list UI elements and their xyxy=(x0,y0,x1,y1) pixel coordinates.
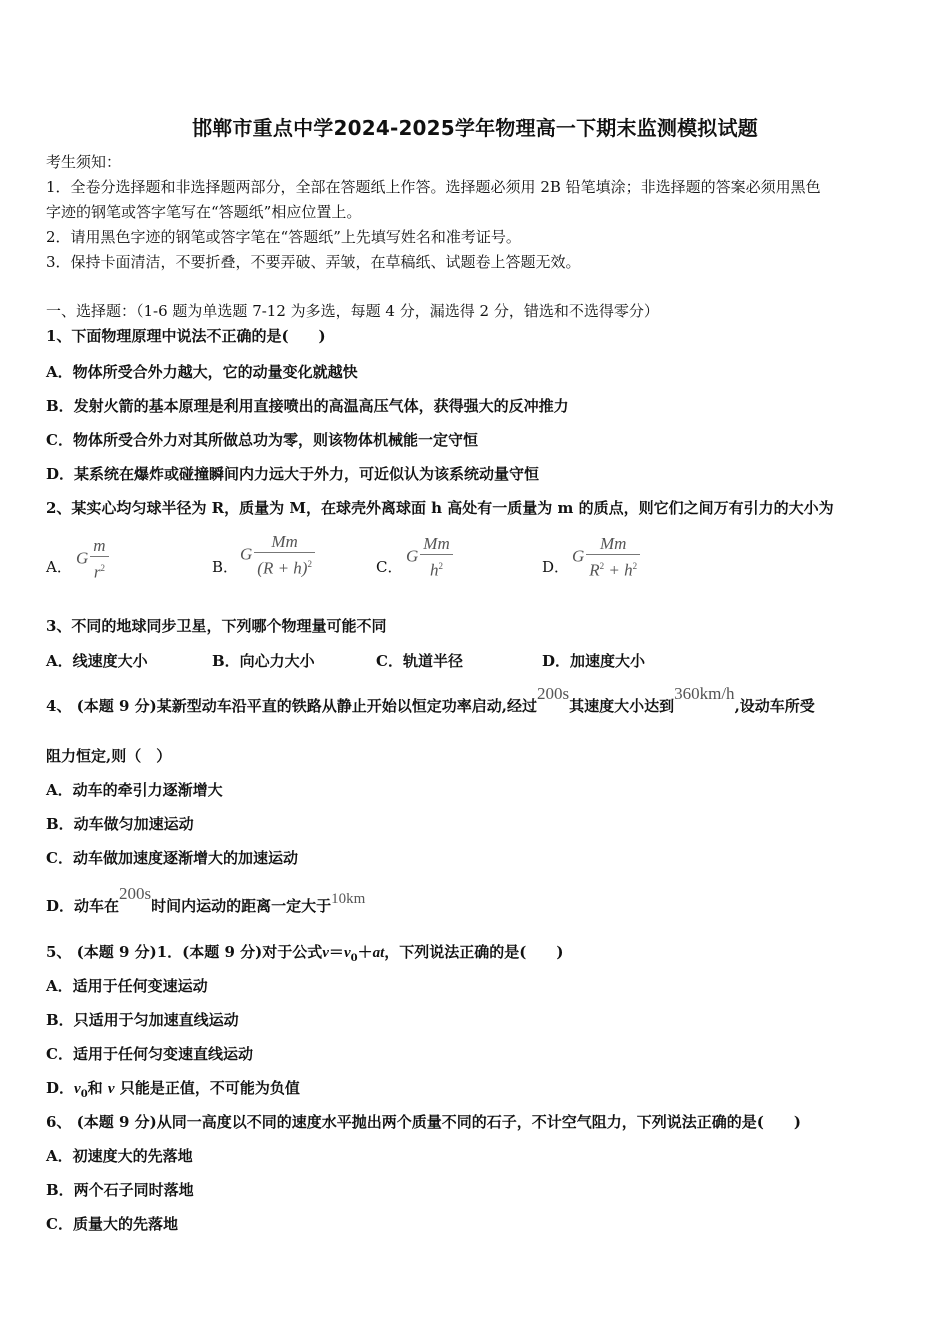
q4-option-d-b: 时间内运动的距离一定大于 xyxy=(151,897,332,915)
q2-formula-c xyxy=(406,534,453,582)
q1-option-b: B．发射火箭的基本原理是利用直接喷出的高温高压气体，获得强大的反冲推力 xyxy=(46,397,569,415)
q5-stem xyxy=(46,942,563,969)
q4-option-d-time: 200s xyxy=(119,884,152,903)
q2-d-g: G xyxy=(572,546,585,566)
q5-formula-v: v xyxy=(322,945,329,961)
q2-d-den-b: + h xyxy=(604,560,633,580)
q2-formula-a xyxy=(76,536,109,584)
q4-option-b: B．动车做匀加速运动 xyxy=(46,815,194,833)
q2-c-sq: 2 xyxy=(438,561,443,571)
q6-option-b: B．两个石子同时落地 xyxy=(46,1181,194,1199)
q5-option-a: A．适用于任何变速运动 xyxy=(46,977,208,995)
notice-item-3: 3．保持卡面清洁，不要折叠，不要弄破、弄皱，在草稿纸、试题卷上答题无效。 xyxy=(46,253,581,271)
q2-d-sq-2: 2 xyxy=(632,561,638,571)
q2-d-sq-1: 2 xyxy=(599,561,605,571)
q5-stem-a: 5、 (本题 9 分)1．(本题 9 分)对于公式 xyxy=(46,943,323,961)
q5-formula-v0: v xyxy=(343,945,351,961)
q2-options xyxy=(46,532,906,582)
q2-b-g: G xyxy=(240,544,253,564)
q6-option-a: A．初速度大的先落地 xyxy=(46,1147,193,1165)
q5-option-d-rest: 只能是正值，不可能为负值 xyxy=(119,1079,300,1097)
q2-b-num: Mm xyxy=(254,532,315,553)
notice-item-1a: 1．全卷分选择题和非选择题两部分，全部在答题纸上作答。选择题必须用 2B 铅笔填涂；非选择题的答案必须用黑色 xyxy=(46,178,821,196)
q4-stem-c: ,设动车所受 xyxy=(734,697,815,715)
q3-option-c: C．轨道半径 xyxy=(376,652,463,670)
q4-stem-b: 其速度大小达到 xyxy=(569,697,675,715)
q3-options xyxy=(46,650,906,670)
q1-option-a: A．物体所受合外力越大，它的动量变化就越快 xyxy=(46,363,358,381)
q4-time: 200s xyxy=(536,684,570,703)
q5-option-d-v: v xyxy=(107,1081,115,1097)
q1-stem: 1、下面物理原理中说法不正确的是( ) xyxy=(46,327,326,345)
q5-formula-plus: ＋ xyxy=(357,943,373,961)
q1-option-c: C．物体所受合外力对其所做总功为零，则该物体机械能一定守恒 xyxy=(46,431,478,449)
q4-option-d xyxy=(46,884,366,917)
q4-option-d-distance: 10km xyxy=(331,891,366,907)
q4-stem-a: 4、 (本题 9 分)某新型动车沿平直的铁路从静止开始以恒定功率启动,经过 xyxy=(46,697,537,715)
notice-item-1b: 字迹的钢笔或答字笔写在“答题纸”相应位置上。 xyxy=(46,203,362,221)
section-heading: 一、选择题：（1-6 题为单选题 7-12 为多选，每题 4 分，漏选得 2 分，错选和不选得零分） xyxy=(46,302,659,320)
q2-label-c: C． xyxy=(376,558,403,576)
q5-stem-b: ，下列说法正确的是( ) xyxy=(384,943,564,961)
q5-formula-eq: ＝ xyxy=(328,943,344,961)
q3-option-d: D．加速度大小 xyxy=(542,652,646,670)
q2-b-sq: 2 xyxy=(307,559,312,569)
q2-stem: 2、某实心均匀球半径为 R，质量为 M，在球壳外离球面 h 高处有一质量为 m 的质点，则它们之间万有引力的大小为 xyxy=(46,499,834,517)
q4-speed: 360km/h xyxy=(674,684,735,703)
q2-label-b: B． xyxy=(212,558,239,576)
q3-stem: 3、不同的地球同步卫星，下列哪个物理量可能不同 xyxy=(46,617,387,635)
q5-formula-sub: 0 xyxy=(350,953,358,964)
q2-b-den: (R + h) xyxy=(257,558,308,578)
q2-c-den: h xyxy=(430,560,439,580)
q2-a-den: r xyxy=(93,562,101,582)
q5-formula-at: at xyxy=(372,945,385,961)
q1-option-d: D．某系统在爆炸或碰撞瞬间内力远大于外力，可近似认为该系统动量守恒 xyxy=(46,465,540,483)
q5-option-d-sub: 0 xyxy=(80,1089,88,1100)
q6-option-c: C．质量大的先落地 xyxy=(46,1215,178,1233)
q5-option-d-mid: 和 xyxy=(87,1079,103,1097)
q6-stem: 6、 (本题 9 分)从同一高度以不同的速度水平抛出两个质量不同的石子，不计空气阻力，下列说法正确的是( ) xyxy=(46,1113,801,1131)
q4-option-c: C．动车做加速度逐渐增大的加速运动 xyxy=(46,849,298,867)
q2-c-num: Mm xyxy=(420,534,452,555)
q2-label-a: A． xyxy=(46,558,72,576)
q5-option-d-label: D． xyxy=(46,1079,75,1097)
q5-option-c: C．适用于任何匀变速直线运动 xyxy=(46,1045,253,1063)
q2-a-num: m xyxy=(90,536,108,557)
q2-a-sq: 2 xyxy=(100,563,105,573)
exam-title: 邯郸市重点中学2024-2025学年物理高一下期末监测模拟试题 xyxy=(192,116,758,140)
q4-option-a: A．动车的牵引力逐渐增大 xyxy=(46,781,223,799)
q4-stem-d: 阻力恒定,则（ ） xyxy=(46,747,172,765)
q5-option-d xyxy=(46,1078,300,1105)
q3-option-a: A．线速度大小 xyxy=(46,652,148,670)
q2-formula-d xyxy=(572,534,640,582)
q2-formula-b xyxy=(240,532,315,580)
q2-c-g: G xyxy=(406,546,419,566)
q2-d-num: Mm xyxy=(586,534,640,555)
q2-d-den-a: R xyxy=(589,560,600,580)
q5-option-b: B．只适用于匀加速直线运动 xyxy=(46,1011,239,1029)
q3-option-b: B．向心力大小 xyxy=(212,652,315,670)
q4-option-d-a: D．动车在 xyxy=(46,897,120,915)
q4-stem-line-1 xyxy=(46,684,815,716)
q2-a-g: G xyxy=(76,548,89,568)
q5-option-d-v0: v xyxy=(74,1081,81,1097)
notice-item-2: 2．请用黑色字迹的钢笔或答字笔在“答题纸”上先填写姓名和准考证号。 xyxy=(46,228,521,246)
q2-label-d: D． xyxy=(542,558,570,576)
notice-heading: 考生须知： xyxy=(46,153,122,171)
